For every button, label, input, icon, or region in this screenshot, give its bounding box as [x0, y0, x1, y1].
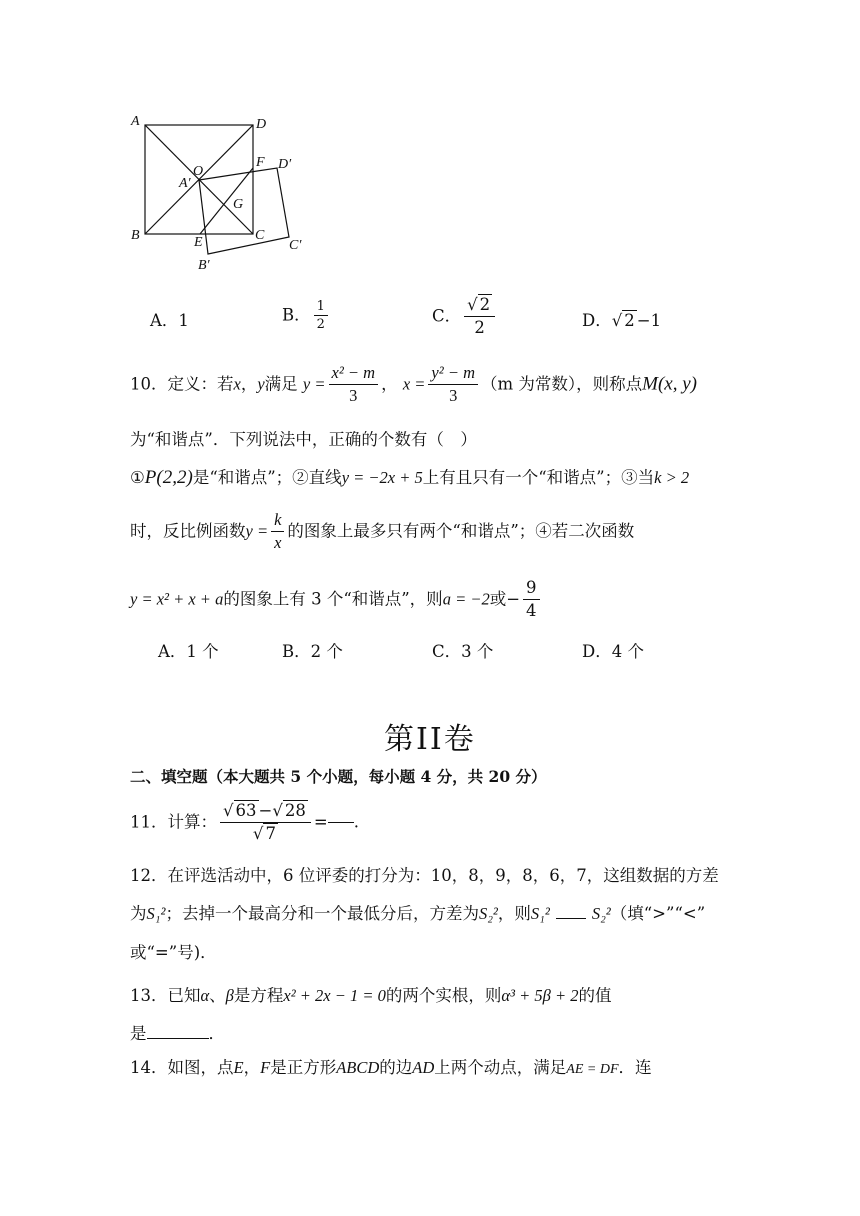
q10-line-5: y = x² + x + a的图象上有 3 个“和谐点”，则a = −2或− $\frac{9}{4}$: [130, 577, 543, 622]
label-c-prime: C′: [289, 238, 302, 253]
label-b: B: [131, 228, 140, 243]
q9-option-b: B． $\frac{1}{2}$: [282, 298, 331, 333]
q12-line-3: 或“=”号)．: [130, 943, 217, 962]
q9-option-d: D．√ 2 −1: [582, 311, 662, 330]
q10-line-3: ①P(2,2)是“和谐点”；②直线y = −2x + 5上有且只有一个“和谐点”；③当k > 2: [130, 467, 690, 488]
geometry-figure: [125, 108, 315, 278]
q10-option-c: C．3 个: [432, 642, 494, 661]
q12-answer-blank[interactable]: [556, 918, 586, 919]
label-a-prime: A′: [179, 176, 191, 191]
segment-ef: [200, 168, 253, 234]
rotated-square: [199, 168, 289, 254]
q13-line-1: 13．已知α、β是方程x² + 2x − 1 = 0的两个实根，则α³ + 5β + 2的值: [130, 986, 612, 1005]
label-e: E: [194, 235, 203, 250]
q12-line-1: 12．在评选活动中，6 位评委的打分为：10，8，9，8，6，7，这组数据的方差: [130, 866, 719, 885]
q10-line-2: 为“和谐点”．下列说法中，正确的个数有（ ）: [130, 430, 477, 449]
q9-option-c: C． $\frac{√ 2}{2}$: [432, 294, 498, 339]
q10-option-d: D．4 个: [582, 642, 644, 661]
q10-option-b: B．2 个: [282, 642, 343, 661]
label-a: A: [131, 114, 140, 129]
q10-option-a: A．1 个: [158, 642, 219, 661]
q9-option-a: A．1: [150, 311, 189, 330]
volume-title: 第II卷: [384, 722, 476, 757]
label-f: F: [256, 155, 265, 170]
label-d: D: [256, 117, 267, 132]
label-c: C: [255, 228, 265, 243]
label-g: G: [233, 197, 244, 212]
q13-line-2: 是 ．: [130, 1024, 225, 1043]
q12-line-2: 为S₁²；去掉一个最高分和一个最低分后，方差为S₂²，则S₁² S₂²（填“>”“<”: [130, 904, 706, 923]
q11: 11．计算： $\frac{√ 63 -√ 28}{√ 7}$ = .: [130, 801, 359, 843]
label-o: O: [193, 164, 204, 179]
q11-answer-blank[interactable]: [328, 822, 354, 823]
q14-line-1: 14．如图，点E，F是正方形ABCD的边AD上两个动点，满足AE = DF．连: [130, 1058, 652, 1077]
q10-line-1: 10．定义：若x，y满足 y = $\frac{\text{x² − m}}{3}$ ， x = $\frac{\text{y² − m}}{3}$ （m 为常数），则称点M(x, y): [130, 363, 698, 405]
label-d-prime: D′: [278, 157, 292, 172]
label-b-prime: B′: [198, 258, 210, 273]
q10-line-4: 时，反比例函数y = $\frac{k}{x}$ 的图象上最多只有两个“和谐点”；④若二次函数: [130, 510, 635, 552]
section-heading: 二、填空题（本大题共 5 个小题，每小题 4 分，共 20 分）: [130, 767, 547, 786]
q13-answer-blank[interactable]: [147, 1038, 209, 1039]
